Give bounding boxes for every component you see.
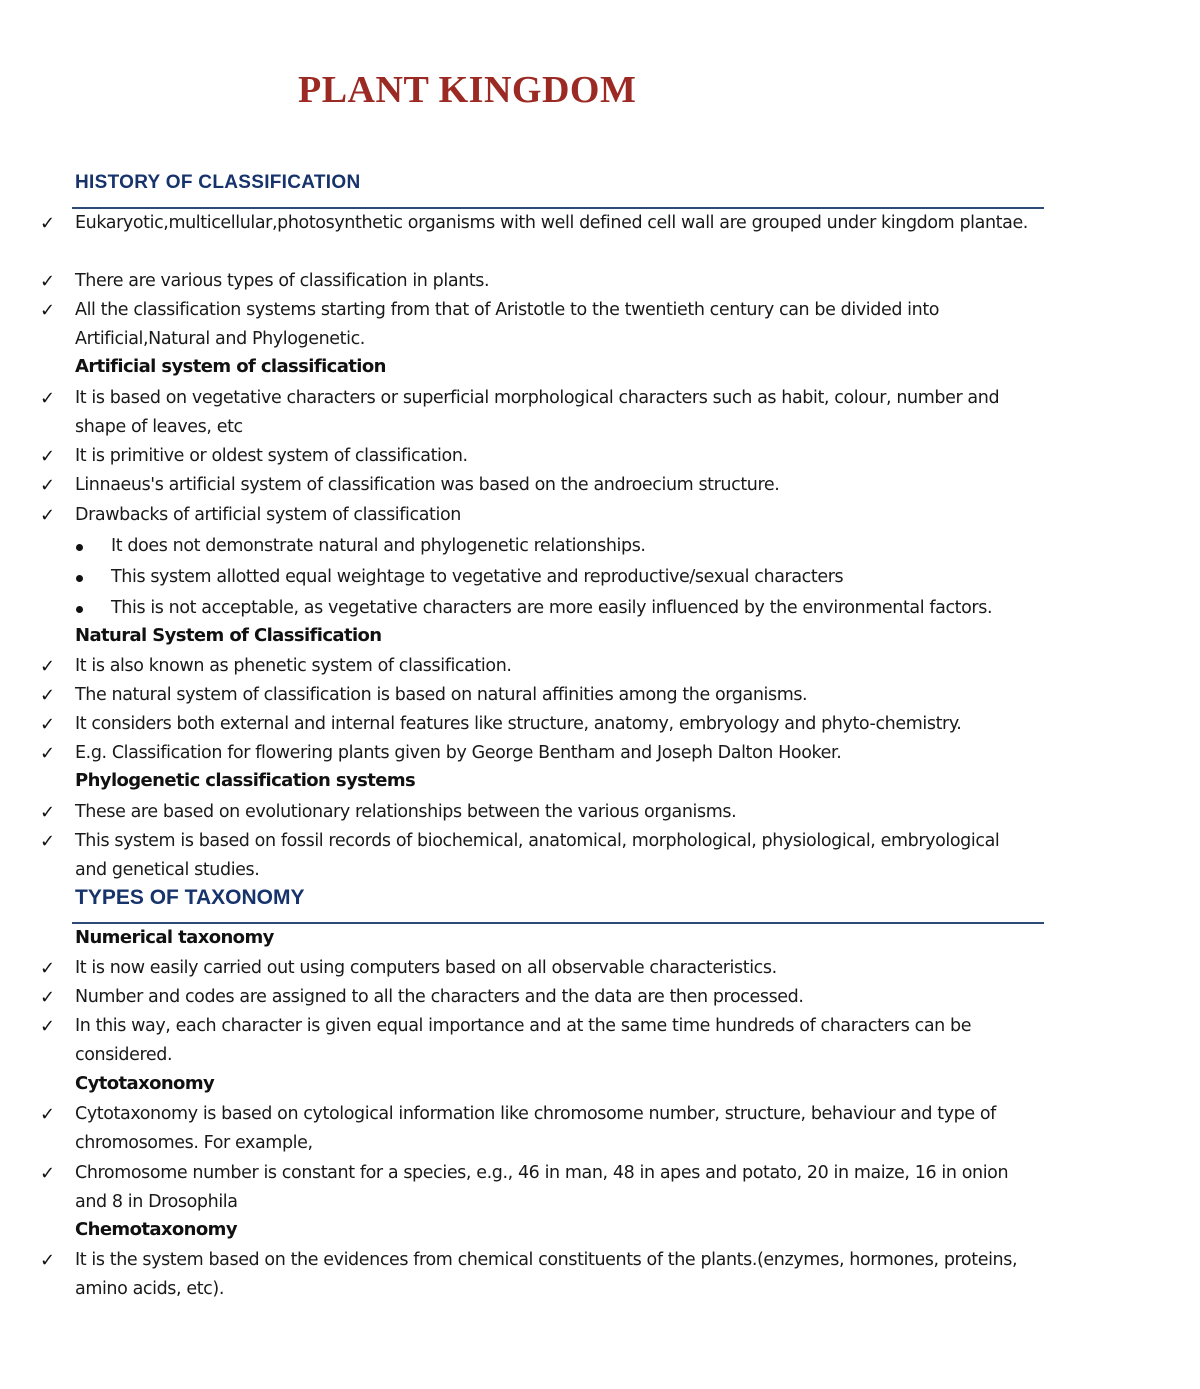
check-icon: ✓ [40, 802, 56, 823]
check-icon: ✓ [40, 831, 56, 852]
check-icon: ✓ [40, 1016, 56, 1037]
bullet-icon [76, 606, 83, 613]
check-icon: ✓ [40, 1250, 56, 1271]
natural-system-subheading: Natural System of Classification [75, 625, 382, 646]
check-icon: ✓ [40, 714, 56, 735]
cytotaxonomy-subheading: Cytotaxonomy [75, 1073, 215, 1094]
check-icon: ✓ [40, 213, 56, 234]
bullet-icon [76, 544, 83, 551]
section-divider [72, 922, 1044, 924]
bullet-icon [76, 575, 83, 582]
check-icon: ✓ [40, 271, 56, 292]
page-title: PLANT KINGDOM [298, 69, 637, 111]
check-icon: ✓ [40, 743, 56, 764]
history-of-classification-heading: HISTORY OF CLASSIFICATION [75, 172, 361, 193]
check-icon: ✓ [40, 656, 56, 677]
types-of-taxonomy-heading: TYPES OF TAXONOMY [75, 886, 305, 909]
check-icon: ✓ [40, 1104, 56, 1125]
check-icon: ✓ [40, 388, 56, 409]
chemotaxonomy-subheading: Chemotaxonomy [75, 1219, 237, 1240]
check-icon: ✓ [40, 446, 56, 467]
check-icon: ✓ [40, 685, 56, 706]
artificial-system-subheading: Artificial system of classification [75, 356, 386, 377]
check-icon: ✓ [40, 1163, 56, 1184]
check-icon: ✓ [40, 475, 56, 496]
check-icon: ✓ [40, 958, 56, 979]
check-icon: ✓ [40, 987, 56, 1008]
phylogenetic-subheading: Phylogenetic classification systems [75, 770, 416, 791]
check-icon: ✓ [40, 505, 56, 526]
check-icon: ✓ [40, 300, 56, 321]
numerical-taxonomy-subheading: Numerical taxonomy [75, 927, 274, 948]
